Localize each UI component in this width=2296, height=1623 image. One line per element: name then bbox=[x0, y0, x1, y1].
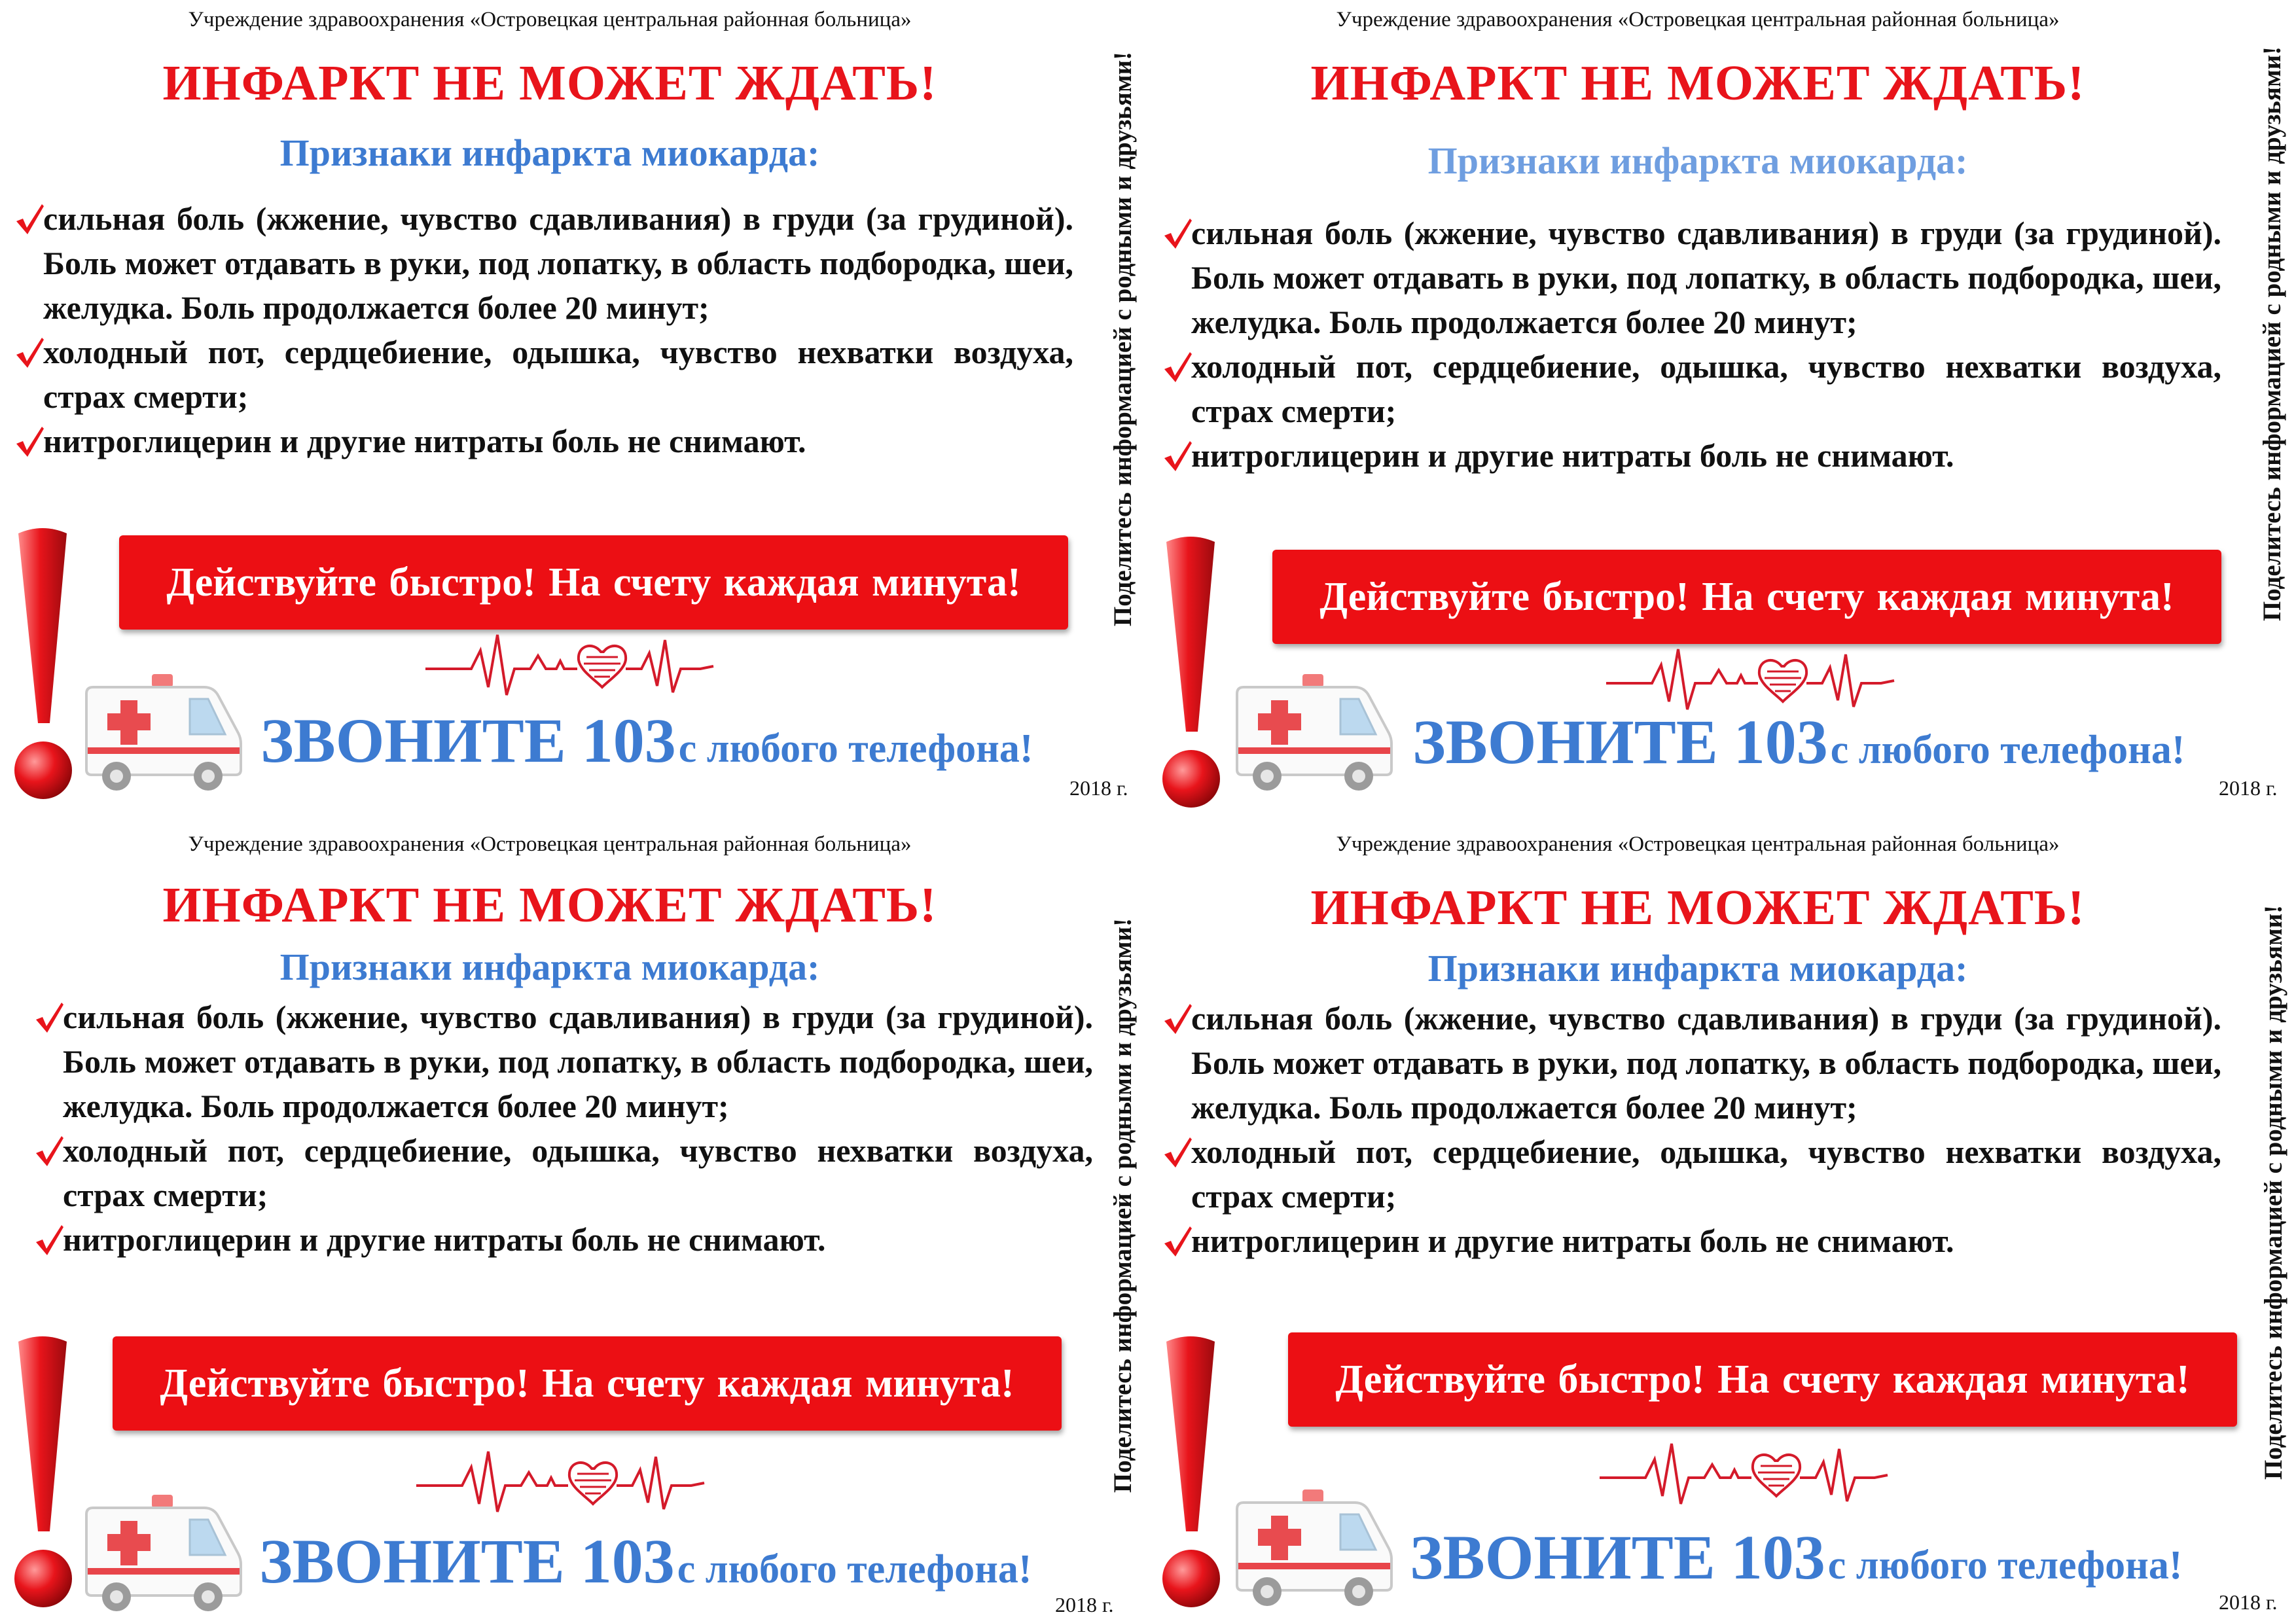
ambulance-icon bbox=[80, 1491, 243, 1615]
organization-name: Учреждение здравоохранения «Островецкая центральная районная больница» bbox=[1336, 832, 2060, 856]
symptom-list bbox=[13, 196, 1073, 463]
exclamation-icon bbox=[7, 527, 79, 802]
symptom-item: холодный пот, сердцебиение, одышка, чувство нехватки воздуха, страх смерти; bbox=[13, 330, 1073, 419]
flyer-headline: ИНФАРКТ НЕ МОЖЕТ ЖДАТЬ! bbox=[1310, 880, 2085, 935]
call-note: с любого телефона! bbox=[678, 726, 1033, 771]
flyer-bottom-left bbox=[0, 812, 1148, 1623]
checkmark-icon bbox=[14, 424, 45, 458]
call-number: ЗВОНИТЕ 103 bbox=[1412, 707, 1828, 777]
year-label: 2018 г. bbox=[2219, 776, 2278, 800]
flyer-top-right bbox=[1148, 0, 2296, 812]
call-emergency bbox=[260, 704, 1033, 777]
year-label: 2018 г. bbox=[1055, 1593, 1114, 1616]
action-banner: Действуйте быстро! На счету каждая минута! bbox=[1288, 1332, 2237, 1427]
action-banner: Действуйте быстро! На счету каждая минута! bbox=[1272, 550, 2221, 644]
symptom-item: сильная боль (жжение, чувство сдавливания) в груди (за грудиной). Боль может отдавать в руки, под лопатку, в область подбородка, шеи, желудка. Боль продолжается более 20 минут; bbox=[33, 995, 1093, 1128]
share-note: Поделитесь информацией с родными и друзьями! bbox=[2258, 46, 2286, 622]
ambulance-icon bbox=[1230, 670, 1394, 794]
call-number: ЗВОНИТЕ 103 bbox=[1410, 1522, 1825, 1592]
exclamation-icon bbox=[1155, 535, 1227, 810]
symptoms-heading: Признаки инфаркта миокарда: bbox=[1427, 139, 1968, 182]
ecg-heart-icon bbox=[425, 627, 779, 705]
organization-name: Учреждение здравоохранения «Островецкая центральная районная больница» bbox=[188, 8, 912, 31]
ambulance-icon bbox=[1230, 1486, 1394, 1610]
checkmark-icon bbox=[34, 1133, 64, 1168]
checkmark-icon bbox=[34, 1000, 64, 1034]
call-note: с любого телефона! bbox=[1827, 1543, 2183, 1588]
flyer-headline: ИНФАРКТ НЕ МОЖЕТ ЖДАТЬ! bbox=[1310, 56, 2085, 111]
checkmark-icon bbox=[1162, 349, 1193, 383]
organization-name: Учреждение здравоохранения «Островецкая центральная районная больница» bbox=[188, 832, 912, 856]
symptom-item: сильная боль (жжение, чувство сдавливания) в груди (за грудиной). Боль может отдавать в руки, под лопатку, в область подбородка, шеи, желудка. Боль продолжается более 20 минут; bbox=[13, 196, 1073, 330]
share-note: Поделитесь информацией с родными и друзьями! bbox=[2259, 904, 2287, 1480]
checkmark-icon bbox=[1162, 216, 1193, 250]
flyer-bottom-right bbox=[1148, 812, 2296, 1623]
call-number: ЗВОНИТЕ 103 bbox=[260, 705, 676, 776]
checkmark-icon bbox=[1162, 1135, 1193, 1169]
symptoms-heading: Признаки инфаркта миокарда: bbox=[1427, 947, 1968, 990]
symptom-item: холодный пот, сердцебиение, одышка, чувство нехватки воздуха, страх смерти; bbox=[1161, 344, 2221, 433]
symptom-item: нитроглицерин и другие нитраты боль не снимают. bbox=[1161, 1219, 2221, 1263]
symptom-item: нитроглицерин и другие нитраты боль не снимают. bbox=[1161, 433, 2221, 478]
symptom-list bbox=[1161, 996, 2221, 1263]
ecg-heart-icon bbox=[416, 1444, 770, 1522]
symptom-item: нитроглицерин и другие нитраты боль не снимают. bbox=[13, 419, 1073, 463]
symptom-item: сильная боль (жжение, чувство сдавливания) в груди (за грудиной). Боль может отдавать в руки, под лопатку, в область подбородка, шеи, желудка. Боль продолжается более 20 минут; bbox=[1161, 211, 2221, 344]
flyer-headline: ИНФАРКТ НЕ МОЖЕТ ЖДАТЬ! bbox=[162, 878, 937, 933]
share-note: Поделитесь информацией с родными и друзьями! bbox=[1109, 918, 1137, 1493]
checkmark-icon bbox=[1162, 1001, 1193, 1035]
action-banner: Действуйте быстро! На счету каждая минута! bbox=[113, 1336, 1062, 1431]
checkmark-icon bbox=[34, 1222, 64, 1257]
year-label: 2018 г. bbox=[1069, 776, 1128, 800]
call-note: с любого телефона! bbox=[1830, 728, 2185, 772]
symptoms-heading: Признаки инфаркта миокарда: bbox=[279, 946, 820, 988]
call-emergency bbox=[1410, 1521, 2183, 1594]
organization-name: Учреждение здравоохранения «Островецкая центральная районная больница» bbox=[1336, 8, 2060, 31]
ecg-heart-icon bbox=[1600, 1436, 1953, 1514]
symptom-item: холодный пот, сердцебиение, одышка, чувство нехватки воздуха, страх смерти; bbox=[1161, 1130, 2221, 1219]
exclamation-icon bbox=[7, 1335, 79, 1610]
flyer-top-left bbox=[0, 0, 1148, 812]
call-emergency bbox=[1412, 705, 2185, 778]
year-label: 2018 г. bbox=[2219, 1590, 2278, 1614]
symptoms-heading: Признаки инфаркта миокарда: bbox=[279, 132, 820, 174]
symptom-list bbox=[1161, 211, 2221, 478]
symptom-item: холодный пот, сердцебиение, одышка, чувство нехватки воздуха, страх смерти; bbox=[33, 1128, 1093, 1217]
call-note: с любого телефона! bbox=[677, 1547, 1032, 1592]
call-number: ЗВОНИТЕ 103 bbox=[259, 1526, 675, 1596]
ambulance-icon bbox=[80, 670, 243, 794]
exclamation-icon bbox=[1155, 1335, 1227, 1610]
action-banner: Действуйте быстро! На счету каждая минута! bbox=[119, 535, 1068, 630]
checkmark-icon bbox=[14, 335, 45, 369]
symptom-item: нитроглицерин и другие нитраты боль не снимают. bbox=[33, 1217, 1093, 1262]
checkmark-icon bbox=[1162, 1224, 1193, 1258]
symptom-item: сильная боль (жжение, чувство сдавливания) в груди (за грудиной). Боль может отдавать в руки, под лопатку, в область подбородка, шеи, желудка. Боль продолжается более 20 минут; bbox=[1161, 996, 2221, 1130]
symptom-list bbox=[33, 995, 1093, 1262]
share-note: Поделитесь информацией с родными и друзьями! bbox=[1109, 51, 1137, 627]
checkmark-icon bbox=[14, 202, 45, 236]
call-emergency bbox=[259, 1525, 1032, 1597]
flyer-headline: ИНФАРКТ НЕ МОЖЕТ ЖДАТЬ! bbox=[162, 56, 937, 111]
checkmark-icon bbox=[1162, 438, 1193, 473]
